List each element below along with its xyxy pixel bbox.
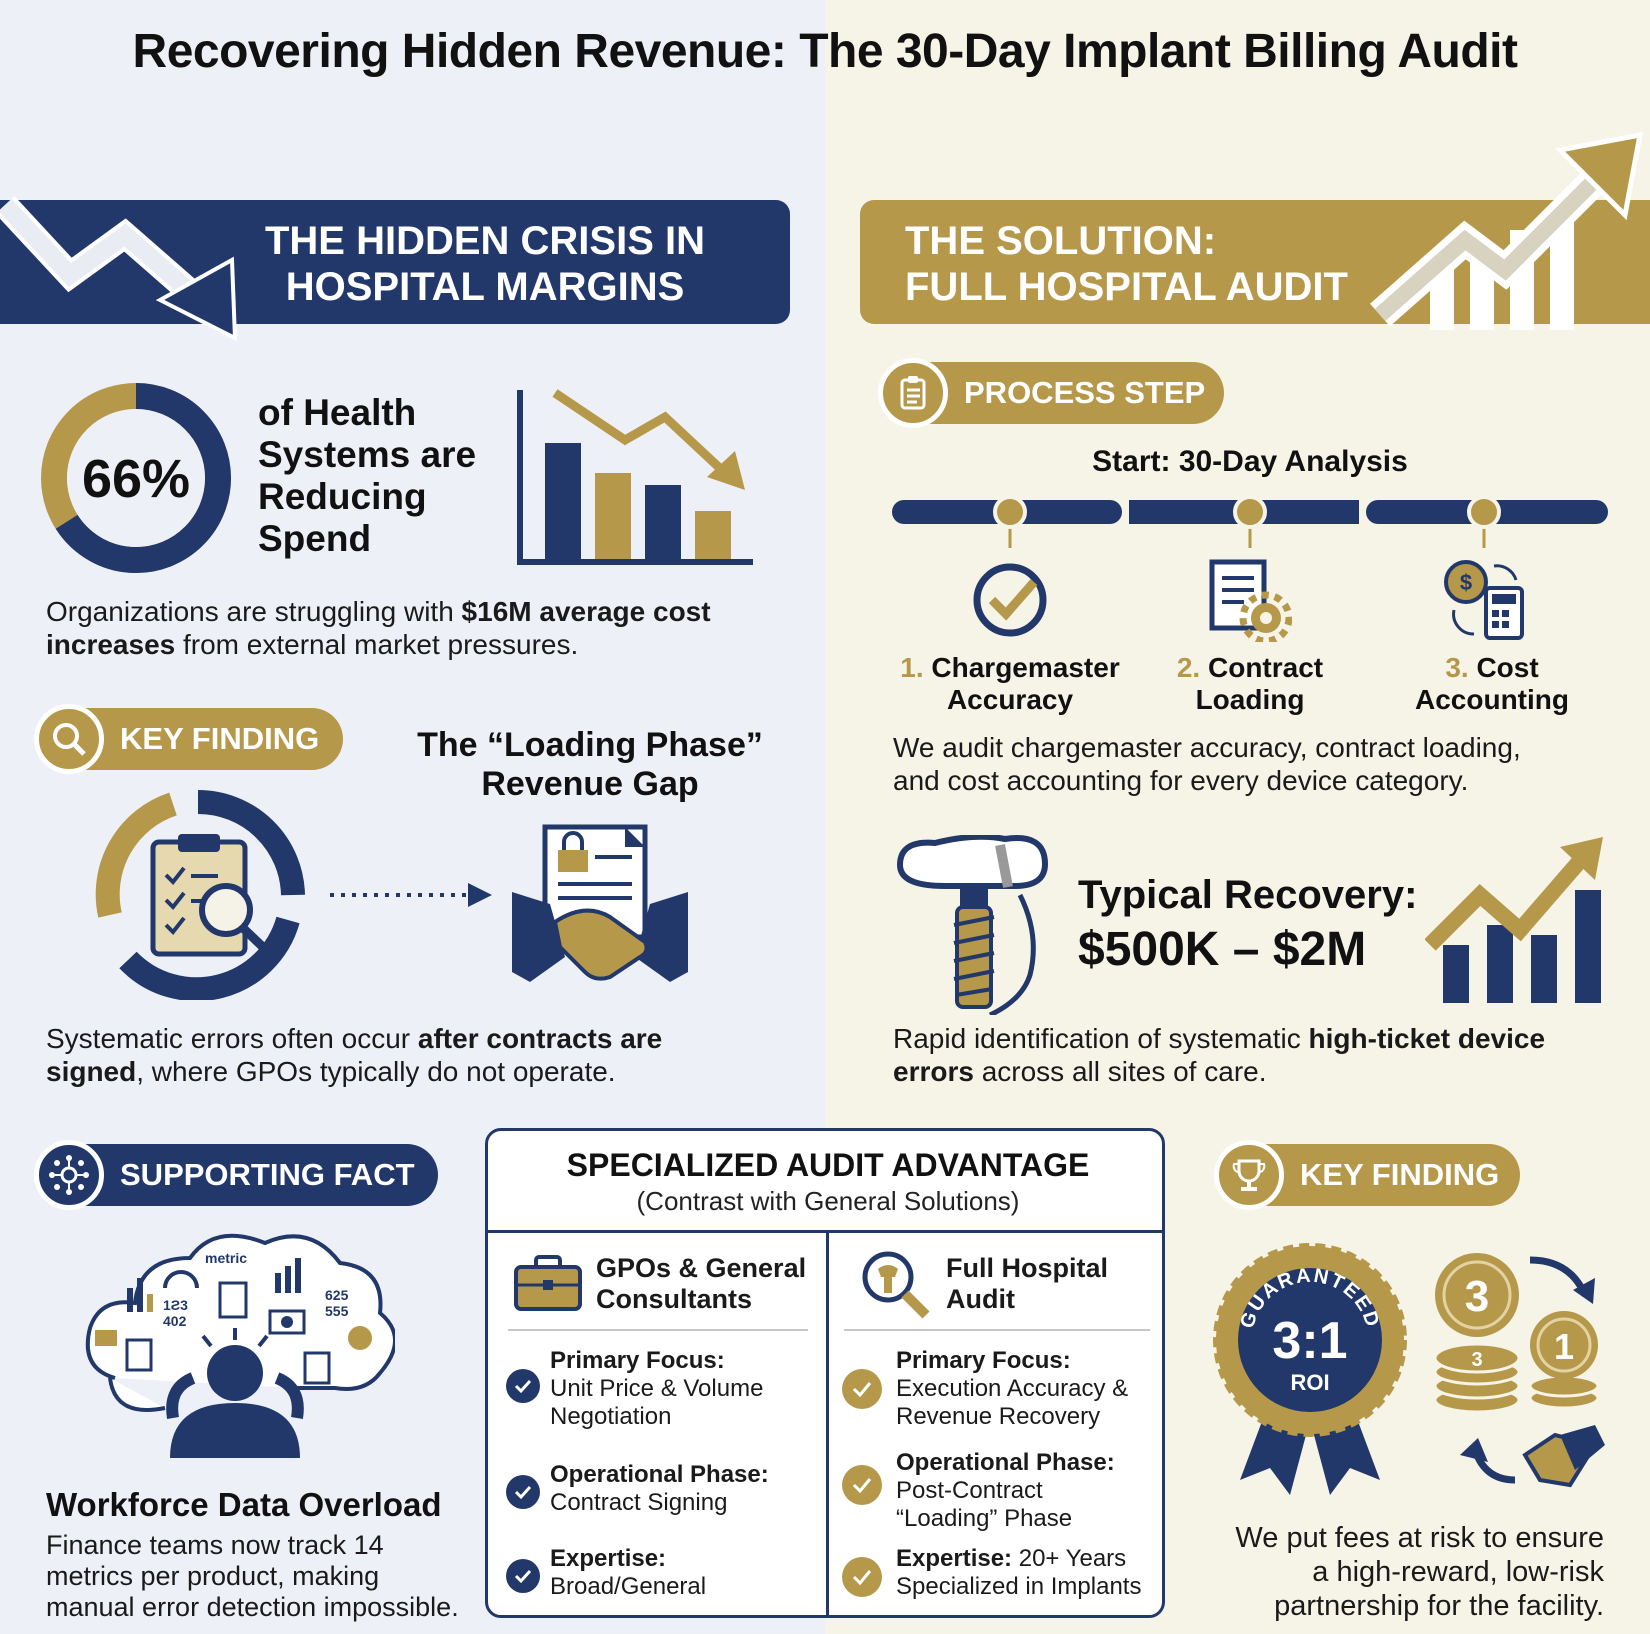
audit-advantage-table [485, 1128, 1165, 1618]
audit-advantage-header [488, 1131, 1165, 1233]
dental-implant-icon [890, 835, 1060, 1015]
workforce-desc-line: Finance teams now track 14 [46, 1530, 384, 1560]
process-step-2 [1130, 652, 1370, 716]
network-icon [34, 1140, 104, 1210]
workforce-title: Workforce Data Overload [46, 1486, 442, 1523]
gpo-item-label: Primary Focus: [550, 1347, 725, 1374]
process-step-label: Accounting [1415, 684, 1569, 715]
full-audit-item-value: Revenue Recovery [896, 1403, 1101, 1430]
magnifier-icon [34, 704, 104, 774]
up-trend-arrow-icon [1370, 130, 1645, 330]
briefcase-icon [514, 1255, 582, 1311]
gpo-item-value: Negotiation [550, 1403, 672, 1430]
cloud-number: 1Ƨ3 [163, 1297, 188, 1313]
process-step-label: Loading [1195, 684, 1305, 715]
full-audit-item-value: Specialized in Implants [896, 1573, 1142, 1600]
full-audit-item-label: Expertise: [896, 1545, 1013, 1572]
stat-label [258, 392, 476, 560]
process-step-label: Contract [1208, 652, 1324, 683]
seal-roi: ROI [1290, 1370, 1330, 1395]
gpo-item-label: Operational Phase: [550, 1461, 769, 1488]
loading-phase-title [400, 726, 780, 804]
coin-stack-number: 3 [1471, 1349, 1483, 1371]
down-trend-arrow-icon [0, 190, 250, 350]
process-step-3 [1372, 652, 1612, 716]
full-audit-item-label: Primary Focus: [896, 1347, 1071, 1374]
check-icon [842, 1369, 882, 1409]
full-audit-item [896, 1449, 1115, 1533]
check-icon [506, 1369, 540, 1403]
recovery-description [893, 1022, 1643, 1088]
process-step-label: Cost [1476, 652, 1539, 683]
gpo-item-value: Broad/General [550, 1573, 707, 1600]
gpo-item-value: Contract Signing [550, 1489, 728, 1516]
key-finding-badge-label: KEY FINDING [120, 721, 320, 756]
stat-label-line: Spend [258, 518, 372, 559]
svg-text:$: $ [1459, 570, 1473, 595]
process-step-number: 1. [900, 652, 924, 683]
full-audit-item [896, 1347, 1128, 1431]
workforce-description [46, 1530, 486, 1623]
stat-desc-bold: $16M average cost [461, 596, 711, 627]
cloud-number: 402 [163, 1313, 187, 1329]
full-audit-item-value: 20+ Years [1012, 1545, 1127, 1572]
column-divider [826, 1233, 829, 1618]
check-icon [506, 1559, 540, 1593]
full-audit-item [896, 1545, 1141, 1601]
process-step-badge-label: PROCESS STEP [964, 375, 1206, 410]
hidden-crisis-banner-line2: HOSPITAL MARGINS [285, 265, 685, 309]
roi-desc-line: We put fees at risk to ensure [1235, 1522, 1604, 1554]
loading-desc-bold: signed [46, 1056, 137, 1087]
full-audit-item-value: Post-Contract [896, 1477, 1043, 1504]
process-desc-line: We audit chargemaster accuracy, contract loading, [893, 732, 1521, 763]
implant-magnifier-icon [860, 1249, 932, 1323]
workforce-desc-line: metrics per product, making [46, 1561, 380, 1591]
key-finding-badge [38, 708, 343, 770]
process-step-label: Chargemaster [931, 652, 1120, 683]
audit-advantage-subtitle: (Contrast with General Solutions) [636, 1186, 1020, 1216]
loading-desc-bold: after contracts are [417, 1023, 663, 1054]
gpo-item [550, 1461, 769, 1517]
guaranteed-roi-seal [1210, 1240, 1410, 1500]
gpo-title-line: GPOs & General [596, 1253, 807, 1283]
process-start-label: Start: 30-Day Analysis [1092, 445, 1408, 478]
recovery-desc-bold: errors [893, 1056, 974, 1087]
data-overload-cloud-icon [75, 1228, 395, 1468]
loading-desc-text: Systematic errors often occur [46, 1023, 418, 1054]
seal-ratio: 3:1 [1272, 1312, 1348, 1370]
gpo-title-line: Consultants [596, 1284, 753, 1314]
document-gear-icon [1208, 558, 1292, 642]
roi-desc-line: partnership for the facility. [1274, 1590, 1604, 1622]
column-rule [508, 1329, 808, 1331]
stat-label-line: of Health [258, 392, 417, 433]
full-audit-item-label: Operational Phase: [896, 1449, 1115, 1476]
gpo-item-label: Expertise: [550, 1545, 667, 1572]
loading-phase-title-line2: Revenue Gap [481, 765, 699, 803]
trophy-icon [1214, 1140, 1284, 1210]
coin-number: 1 [1553, 1326, 1575, 1367]
stat-desc-text: Organizations are struggling with [46, 596, 462, 627]
supporting-fact-badge [38, 1144, 438, 1206]
growth-chart-icon [1425, 835, 1605, 1005]
check-circle-icon [970, 560, 1050, 640]
dotted-arrow-icon [328, 880, 494, 910]
cloud-metric-word: metric [205, 1250, 248, 1266]
check-icon [506, 1475, 540, 1509]
cloud-number: 555 [325, 1303, 349, 1319]
process-desc-line: and cost accounting for every device category. [893, 765, 1469, 796]
process-step-label: Accuracy [946, 684, 1074, 715]
key-finding-badge [1218, 1144, 1520, 1206]
gpo-item [550, 1347, 763, 1431]
process-step-number: 3. [1445, 652, 1469, 683]
supporting-fact-badge-label: SUPPORTING FACT [120, 1157, 415, 1192]
recovery-desc-text: across all sites of care. [973, 1056, 1267, 1087]
recovery-range: $500K – $2M [1078, 923, 1367, 976]
loading-desc-text: , where GPOs typically do not operate. [136, 1056, 616, 1087]
recovery-desc-bold: high-ticket device [1308, 1023, 1546, 1054]
hidden-crisis-banner-line1: THE HIDDEN CRISIS IN [264, 219, 706, 263]
recovery-title: Typical Recovery: [1078, 873, 1418, 917]
stat-desc-bold: increases [46, 629, 176, 660]
stat-label-line: Systems are [258, 434, 477, 475]
solution-banner-line2: FULL HOSPITAL AUDIT [905, 265, 1348, 309]
coins-return-icon [1430, 1250, 1610, 1500]
gpo-column-title [596, 1253, 806, 1315]
declining-bar-chart-icon [515, 385, 755, 570]
workforce-desc-line: manual error detection impossible. [46, 1592, 459, 1622]
page-title: Recovering Hidden Revenue: The 30-Day Implant Billing Audit [132, 25, 1518, 78]
full-audit-title-line: Full Hospital [946, 1253, 1108, 1283]
full-audit-title-line: Audit [946, 1284, 1015, 1314]
key-finding-badge-label: KEY FINDING [1300, 1157, 1500, 1192]
gpo-item-value: Unit Price & Volume [550, 1375, 764, 1402]
full-audit-column-title [946, 1253, 1108, 1315]
process-step-number: 2. [1176, 652, 1201, 683]
check-icon [842, 1465, 882, 1505]
cloud-number: 625 [325, 1287, 349, 1303]
clipboard-review-cycle-icon [88, 790, 308, 1000]
column-rule [844, 1329, 1150, 1331]
solution-banner-line1: THE SOLUTION: [905, 219, 1217, 263]
stat-desc-text: from external market pressures. [175, 629, 579, 660]
contract-handshake-icon [510, 822, 690, 992]
clipboard-icon [878, 358, 948, 428]
process-step-1 [880, 652, 1140, 716]
gpo-item [550, 1545, 706, 1601]
audit-advantage-title: SPECIALIZED AUDIT ADVANTAGE [566, 1147, 1090, 1183]
seal-guaranteed-text: GUARANTEED [1236, 1264, 1384, 1332]
stat-description [46, 595, 806, 661]
loading-phase-description [46, 1022, 806, 1088]
process-step-badge [882, 362, 1224, 424]
loading-phase-title-line1: The “Loading Phase” [417, 726, 763, 764]
full-audit-item-value: “Loading” Phase [896, 1505, 1073, 1532]
roi-description [1150, 1521, 1604, 1623]
process-description [893, 731, 1633, 797]
full-audit-item-value: Execution Accuracy & [896, 1375, 1129, 1402]
roi-desc-line: a high-reward, low-risk [1312, 1556, 1604, 1588]
coin-number: 3 [1464, 1272, 1490, 1321]
recovery-desc-text: Rapid identification of systematic [893, 1023, 1309, 1054]
cost-calculator-icon [1442, 558, 1530, 642]
check-icon [842, 1557, 882, 1597]
process-timeline [892, 490, 1608, 550]
stat-value: 66% [81, 449, 191, 509]
stat-label-line: Reducing [258, 476, 427, 517]
